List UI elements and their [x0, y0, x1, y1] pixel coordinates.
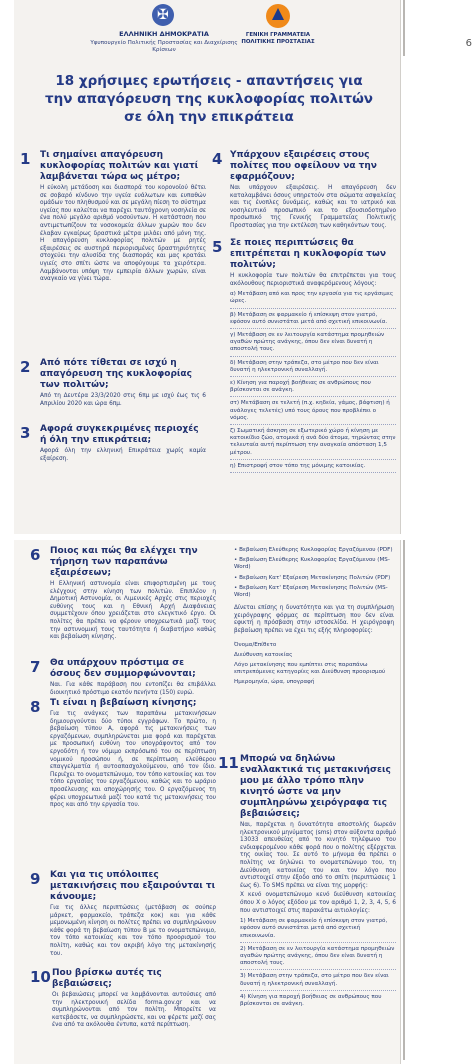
list-item: 2) Μετάβαση σε εν λειτουργία κατάστημα προμηθειών αγαθών πρώτης ανάγκης, όπου δεν είναι δυνατή η αποστολή τους. — [240, 946, 396, 971]
question-number: 11 — [218, 754, 239, 772]
question-7 — [30, 658, 216, 697]
list-item: στ) Μετάβαση σε τελετή (π.χ. κηδεία, γάμος, βάφτιση) ή ανάλογες τελετές) υπό τους όρους που προβλέπει ο νόμος. — [230, 400, 396, 425]
question-title: Θα υπάρχουν πρόστιμα σε όσους δεν συμμορφώνονται; — [50, 658, 196, 679]
question-title: Από πότε τίθεται σε ισχύ η απαγόρευση της κυκλοφορίας των πολιτών; — [40, 358, 192, 390]
list-item: ε) Κίνηση για παροχή βοήθειας σε ανθρώπους που βρίσκονται σε ανάγκη. — [230, 380, 396, 397]
question-2 — [20, 358, 206, 408]
question-number: 7 — [30, 658, 41, 676]
list-item: δ) Μετάβαση στην τράπεζα, στο μέτρο που δεν είναι δυνατή η ηλεκτρονική συναλλαγή. — [230, 360, 396, 377]
question-title: Υπάρχουν εξαιρέσεις στους πολίτες που οφείλουν να την εφαρμόζουν; — [230, 150, 377, 182]
page-number: 6 — [465, 38, 472, 49]
question-answer: Για τις ανάγκες των παραπάνω μετακινήσεων δημιουργούνται δύο τύποι εγγράφων. Το πρώτο, η βεβαίωση τύπου Α, αφορά τις μετακινήσεις των εργαζόμενων, συμπληρώνεται μια φορά και παρέχεται με προσωπική ευθύνη του υπογράφοντος από τον εργοδότη ή τον νόμιμο εκπρόσωπό του σε περίπτωση νομικού προσώπου ή, σε περίπτωση ελεύθερου επαγγελματία ή αυτοαπασχολούμενου, από τον ίδιο. Περιέχει το ονοματεπώνυμο, τον τόπο κατοικίας και τον τόπο εργασίας του εργαζόμενου, καθώς και το ωράριο προσέλευσης και αποχώρησής του. Ο εργαζόμενος τη φέρει υποχρεωτικά μαζί του κατά τις μετακινήσεις του προς και από την εργασία του. — [50, 711, 216, 809]
ministry-subtitle: Υφυπουργείο Πολιτικής Προστασίας και Διαχείρισης Κρίσεων — [90, 40, 238, 53]
question-answer: Ναι υπάρχουν εξαιρέσεις. Η απαγόρευση δεν καταλαμβάνει όσους υπηρετούν στα σώματα ασφαλείας και τις ένοπλες δυνάμεις, καθώς και το ιατρικό και νοσηλευτικό προσωπικό και το εξουσιοδοτημένο προσωπικό της Γενικής Γραμματείας Πολιτικής Προστασίας για την εκτέλεση των καθηκόντων τους. — [230, 185, 396, 229]
question-number: 9 — [30, 870, 41, 888]
question-answer-extra: Χ κενό ονοματεπώνυμο κενό διεύθυνση κατοικίας όπου Χ ο λόγος εξόδου με τον αριθμό 1, 2, 3, 4, 5, 6 που αντιστοιχεί στις παρακάτω αιτιολογίες: — [240, 892, 396, 914]
list-item: η) Επιστροφή στον τόπο της μόνιμης κατοικίας. — [230, 463, 396, 473]
leaflet-page-1 — [14, 0, 401, 534]
question-10 — [30, 968, 216, 1030]
question-11 — [218, 754, 396, 1011]
question-number: 1 — [20, 150, 31, 168]
adjacent-page-strip — [401, 0, 474, 1064]
list-item: 3) Μετάβαση στην τράπεζα, στο μέτρο που δεν είναι δυνατή η ηλεκτρονική συναλλαγή. — [240, 973, 396, 990]
greek-emblem-icon: ✠ — [152, 4, 174, 26]
form-link[interactable]: • Βεβαίωση Κατ' Εξαίρεση Μετακίνησης Πολιτών (MS-Word) — [234, 585, 394, 599]
question-answer: Αφορά όλη την ελληνική Επικράτεια χωρίς καμία εξαίρεση. — [40, 448, 206, 462]
question-9 — [30, 870, 216, 958]
question-number: 2 — [20, 358, 31, 376]
exception-list — [230, 291, 396, 473]
list-item: β) Μετάβαση σε φαρμακείο ή επίσκεψη στον γιατρό, εφόσον αυτό συνιστάται μετά από σχετική επικοινωνία. — [230, 312, 396, 329]
handwritten-form-text: Δίνεται επίσης η δυνατότητα και για τη συμπλήρωση χειρόγραφης φόρμας σε περίπτωση που δεν είναι εφικτή η πρόσβαση στην ιστοσελίδα. Η χειρόγραφη βεβαίωση πρέπει να έχει τις εξής πληροφορίες: — [234, 605, 394, 634]
question-number: 5 — [212, 238, 223, 256]
question-5 — [212, 238, 396, 476]
leaflet-page-2 — [14, 540, 401, 1064]
question-answer: Ναι, παρέχεται η δυνατότητα αποστολής δωρεάν ηλεκτρονικού μηνύματος (sms) στον αύξοντα αριθμό 13033 απευθείας από το κινητό τηλέφωνο του ενδιαφερομένου κάθε φορά που ο πολίτης εξέρχεται της οικίας του. Σε αυτό το μήνυμα θα πρέπει ο πολίτης να δηλώνει το ονοματεπώνυμο του, τη Διεύθυνση κατοικίας του και τον λόγο που αντιστοιχεί στην έξοδο από το σπίτι (περιπτώσεις 1 έως 6). Το SMS πρέπει να είναι της μορφής: — [240, 822, 396, 889]
question-title: Σε ποιες περιπτώσεις θα επιτρέπεται η κυκλοφορία των πολιτών; — [230, 238, 386, 270]
question-title: Τι είναι η βεβαίωση κίνησης; — [50, 698, 197, 708]
civil-protection-logo-icon — [266, 4, 290, 28]
list-item: Ημερομηνία, ώρα, υπογραφή — [234, 679, 315, 686]
list-item: Διεύθυνση κατοικίας — [234, 651, 293, 658]
question-number: 3 — [20, 424, 31, 442]
question-3 — [20, 424, 206, 463]
main-title: 18 χρήσιμες ερωτήσεις - απαντήσεις για την απαγόρευση της κυκλοφορίας πολιτών σε όλη την επικράτεια — [44, 73, 374, 125]
question-6 — [30, 546, 216, 642]
question-1 — [20, 150, 206, 284]
forms-list — [234, 547, 394, 599]
question-answer: Η Ελληνική αστυνομία είναι επιφορτισμένη με τους ελέγχους στην κίνηση των πολιτών. Επιπλέον η Δημοτική Αστυνομία, οι Λιμενικές Αρχές στις περιοχές ευθύνης τους και η Εθνική Αρχή Διαφάνειας συμμετέχουν όπου χρειάζεται στο ελεγκτικό έργο. Οι πολίτες θα πρέπει να φέρουν υποχρεωτικά μαζί τους την αστυνομική τους ταυτότητα ή διαβατήριο καθώς και βεβαίωση κίνησης. — [50, 581, 216, 641]
civil-protection-title: ΓΕΝΙΚΗ ΓΡΑΜΜΑΤΕΙΑ ΠΟΛΙΤΙΚΗΣ ΠΡΟΣΤΑΣΙΑΣ — [241, 32, 315, 45]
question-4 — [212, 150, 396, 231]
form-link[interactable]: • Βεβαίωση Ελεύθερης Κυκλοφορίας Εργαζόμενου (MS-Word) — [234, 557, 394, 571]
list-item: Όνομα/Επίθετο — [234, 641, 277, 648]
list-item: ζ) Σωματική άσκηση σε εξωτερικό χώρο ή κίνηση με κατοικίδιο ζώο, ατομικά ή ανά δύο άτομα, τηρώντας στην τελευταία αυτή περίπτωση την αναγκαία απόσταση 1,5 μέτρου. — [230, 428, 396, 460]
question-title: Που βρίσκω αυτές τις βεβαιώσεις; — [52, 968, 162, 989]
page-edge-rule — [403, 0, 405, 56]
question-title: Μπορώ να δηλώνω εναλλακτικά τις μετακινήσεις μου με άλλο τρόπο πλην κινητό ώστε να μην συμπληρώνω χειρόγραφα τις βεβαιώσεις; — [240, 754, 391, 819]
page-header — [14, 0, 401, 68]
question-number: 4 — [212, 150, 223, 168]
question-title: Τι σημαίνει απαγόρευση κυκλοφορίας πολιτών και γιατί λαμβάνεται τώρα ως μέτρο; — [40, 150, 199, 182]
list-item: α) Μετάβαση από και προς την εργασία για τις εργάσιμες ώρες. — [230, 291, 396, 308]
government-title: ΕΛΛΗΝΙΚΗ ΔΗΜΟΚΡΑΤΙΑ — [119, 30, 209, 38]
question-answer: Η κυκλοφορία των πολιτών θα επιτρέπεται για τους ακόλουθους περιοριστικά αναφερόμενους λόγους: — [230, 273, 396, 287]
list-item: 1) Μετάβαση σε φαρμακείο ή επίσκεψη στον γιατρό, εφόσον αυτό συνιστάται μετά από σχετική επικοινωνία. — [240, 918, 396, 943]
question-number: 6 — [30, 546, 41, 564]
question-answer: Από τη Δευτέρα 23/3/2020 στις 6πμ με ισχύ έως τις 6 Απριλίου 2020 και ώρα 6πμ. — [40, 393, 206, 407]
required-fields-list — [234, 642, 394, 687]
question-title: Και για τις υπόλοιπες μετακινήσεις που εξαιρούνται τι κάνουμε; — [50, 870, 216, 902]
list-item: 4) Κίνηση για παροχή βοήθειας σε ανθρώπους που βρίσκονται σε ανάγκη. — [240, 993, 382, 1007]
question-answer: Ναι. Για κάθε παράβαση που εντοπίζει θα επιβάλλει διοικητικό πρόστιμο εκατόν πενήντα (150) ευρώ. — [50, 682, 216, 696]
question-answer: Για τις άλλες περιπτώσεις (μετάβαση σε σούπερ μάρκετ, φαρμακείο, τράπεζα κοκ) και για κάθε μεμονωμένη κίνηση οι πολίτες πρέπει να συμπληρώνουν κάθε φορά τη βεβαίωση τύπου Β με το ονοματεπώνυμο, τον τόπο κατοικίας και τον τόπο προορισμού του πολίτη, καθώς και τον ακριβή λόγο της μετακίνησής του. — [50, 905, 216, 957]
page-edge-rule — [403, 540, 405, 1060]
question-answer: Οι βεβαιώσεις μπορεί να λαμβάνονται αυτούσιες από την ηλεκτρονική σελίδα forma.gov.gr και να συμπληρώνονται από τον πολίτη. Μπορείτε να κατεβάσετε, να συμπληρώσετε, και να φέρετε μαζί σας ένα από τα ακόλουθα έντυπα, κατά περίπτωση. — [52, 992, 216, 1029]
question-answer: Η εύκολη μετάδοση και διασπορά του κορονοϊού θέτει σε σοβαρό κίνδυνο την υγεία ευάλωτων και ευπαθών ομάδων του πληθυσμού και σε μεγάλη πίεση το σύστημα υγείας που καλείται να παρέχει ταυτόχρονη νοσηλεία σε ένα πολύ μεγάλο αριθμό νοσούντων. Η κατάσταση που αντιμετωπίζουν τα νοσοκομεία άλλων χωρών που δεν έλαβαν εγκαίρως δραστικά μέτρα μιλάει από μόνη της. Η απαγόρευση κυκλοφορίας πολιτών με ρητές εξαιρέσεις σε αυστηρά περιορισμένες δραστηριότητες στοχεύει την αλυσίδα της διασποράς και μας κρατάει υγιείς στο σπίτι ώστε να αποφύγουμε τα χειρότερα. Λαμβάνονται υπόψη την εμπειρία άλλων χωρών, είναι αναγκαίο να γίνει τώρα. — [40, 185, 206, 283]
question-title: Ποιος και πώς θα ελέγχει την τήρηση των παραπάνω εξαιρέσεων; — [50, 546, 198, 578]
reasons-list — [240, 918, 396, 1008]
form-link[interactable]: • Βεβαίωση Ελεύθερης Κυκλοφορίας Εργαζόμενου (PDF) — [234, 547, 394, 554]
question-number: 8 — [30, 698, 41, 716]
question-8 — [30, 698, 216, 810]
question-number: 10 — [30, 968, 51, 986]
forms-section — [234, 544, 394, 690]
list-item: Λόγο μετακίνησης που εμπίπτει στις παραπάνω επιτρεπόμενες κατηγορίες και Διεύθυνση προορισμού — [234, 662, 386, 676]
list-item: γ) Μετάβαση σε εν λειτουργία κατάστημα προμηθειών αγαθών πρώτης ανάγκης, όπου δεν είναι δυνατή η αποστολή τους. — [230, 332, 396, 357]
form-link[interactable]: • Βεβαίωση Κατ' Εξαίρεση Μετακίνησης Πολιτών (PDF) — [234, 575, 394, 582]
question-title: Αφορά συγκεκριμένες περιοχές ή όλη την επικράτεια; — [40, 424, 199, 445]
